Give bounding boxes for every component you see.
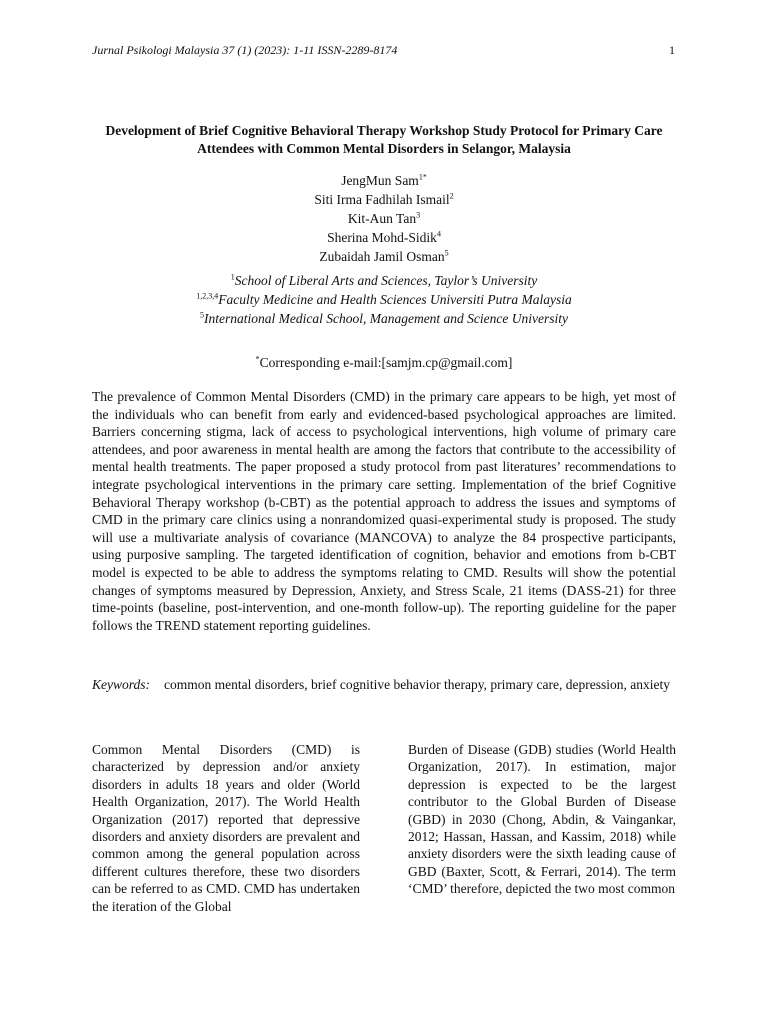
paper-title: Development of Brief Cognitive Behavioral Therapy Workshop Study Protocol for Primary Care Attendees with Common Mental Disorders in Selangor, Malaysia: [105, 123, 663, 156]
keywords-label: Keywords:: [92, 677, 150, 692]
author-list: [92, 171, 676, 266]
keywords-text: common mental disorders, brief cognitive behavior therapy, primary care, depression, anxiety: [164, 677, 670, 692]
author: Siti Irma Fadhilah Ismail$^2$: [314, 191, 454, 207]
keywords: [92, 676, 676, 694]
running-header: Jurnal Psikologi Malaysia 37 (1) (2023): 1-11 ISSN-2289-8174: [92, 43, 398, 57]
abstract-text: The prevalence of Common Mental Disorders (CMD) in the primary care appears to be high, yet most of the individuals who can benefit from early and evidenced-based psychological approaches are limited. Barriers concerning stigma, lack of access to psychological interventions, high volume of primary care attendees, and poor awareness in mental health are among the factors that contribute to the accessibility of mental health treatments. The paper proposed a study protocol from past literatures’ recommendations to integrate psychological interventions in the primary care setting. Implementation of the brief Cognitive Behavioral Therapy workshop (b-CBT) as the potential approach to address the issues and symptoms of CMD in the primary care clinics using a nonrandomized quasi-experimental study is proposed. The study will use a multivariate analysis of covariance (MANCOVA) to analyze the 84 prospective participants, using purposive sampling. The targeted identification of cognition, behavior and emotions from b-CBT model is expected to be able to address the symptoms relating to CMD. Results will show the potential changes of symptoms measured by Depression, Anxiety, and Stress Scale, 21 items (DASS-21) for three time-points (baseline, post-intervention, and one-month follow-up). The reporting guideline for the paper follows the TREND statement reporting guidelines.: [92, 389, 676, 633]
body-left-column: Common Mental Disorders (CMD) is characterized by depression and/or anxiety disorders in adults 18 years and older (World Health Organization, 2017). The World Health Organization (2017) reported that depressive disorders and anxiety disorders are prevalent and common among the general population across different cultures therefore, these two disorders can be referred to as CMD. CMD has undertaken the iteration of the Global: [92, 742, 360, 914]
affiliation-list: [92, 271, 676, 328]
page-number: 1: [669, 43, 675, 57]
affiliation: $^5$International Medical School, Management and Science University: [199, 310, 569, 326]
affiliation: $^{1,2,3,4}$Faculty Medicine and Health Sciences Universiti Putra Malaysia: [196, 291, 572, 307]
author: JengMun Sam$^{1*}$: [341, 172, 427, 188]
author: Kit-Aun Tan$^3$: [347, 210, 421, 226]
body-right-column: Burden of Disease (GDB) studies (World Health Organization, 2017). In estimation, major depression is expected to be the largest contributor to the Global Burden of Disease (GBD) in 2030 (Chong, Abdin, & Vaingankar, 2012; Hassan, Hassan, and Kassim, 2018) while anxiety disorders were the sixth leading cause of GBD (Baxter, Scott, & Ferrari, 2014). The term ‘CMD’ therefore, depicted the two most common: [408, 742, 676, 897]
corresponding-email: *Corresponding e-mail:[samjm.cp@gmail.com]: [255, 354, 513, 370]
affiliation: $^1$School of Liberal Arts and Sciences, Taylor’s University: [230, 272, 538, 288]
author: Sherina Mohd-Sidik$^4$: [327, 229, 441, 245]
author: Zubaidah Jamil Osman$^5$: [319, 248, 449, 264]
